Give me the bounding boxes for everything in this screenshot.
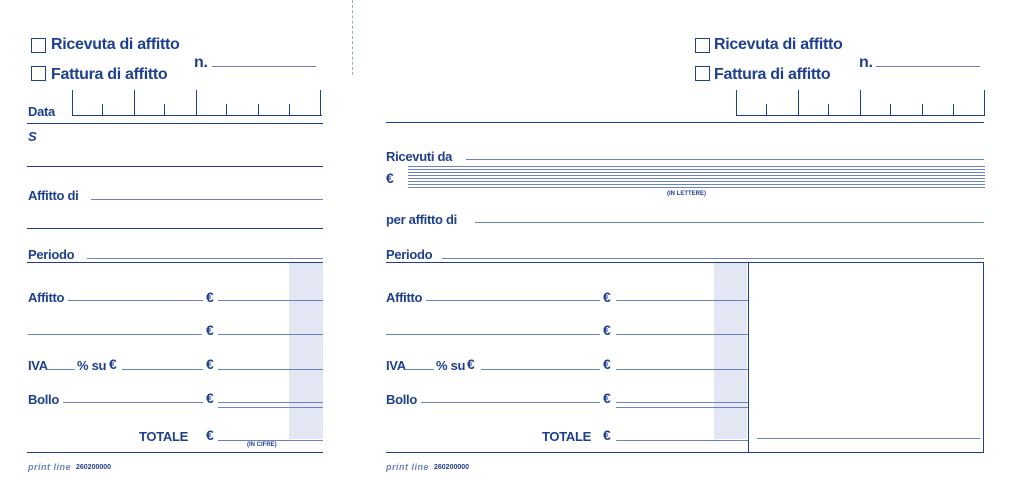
iva-percent-field[interactable] [406, 369, 434, 370]
bottom-divider [386, 452, 984, 453]
checkbox-ricevuta[interactable] [31, 38, 46, 53]
totale-field[interactable] [616, 440, 748, 441]
euro-sign: € [386, 170, 394, 186]
date-tick [289, 104, 290, 116]
row-divider [386, 122, 984, 123]
label-per-affitto-di: per affitto di [386, 212, 457, 227]
label-iva: IVA [386, 358, 406, 373]
bollo-desc-field[interactable] [63, 402, 203, 403]
label-in-lettere: (IN LETTERE) [667, 191, 706, 197]
checkbox-fattura[interactable] [695, 66, 710, 81]
label-periodo: Periodo [386, 247, 433, 262]
extra-amount-field[interactable] [218, 334, 323, 335]
date-tick [134, 90, 135, 116]
row-divider [27, 123, 323, 124]
periodo-field[interactable] [87, 258, 323, 259]
label-affitto-di: Affitto di [28, 188, 79, 203]
date-tick [196, 90, 197, 116]
label-fattura: Fattura di affitto [51, 66, 168, 83]
label-ricevuti-da: Ricevuti da [386, 149, 453, 164]
date-tick [890, 104, 891, 116]
checkbox-fattura[interactable] [31, 66, 46, 81]
label-numero: n. [194, 54, 208, 71]
numero-field[interactable] [876, 66, 980, 67]
extra-desc-field[interactable] [28, 334, 202, 335]
label-percent-su: % su [436, 358, 466, 373]
numero-field[interactable] [212, 66, 316, 67]
label-totale: TOTALE [542, 429, 591, 444]
euro-sign: € [603, 289, 611, 305]
label-percent-su: % su [77, 358, 107, 373]
amount-shade-column [289, 263, 323, 439]
per-affitto-di-field[interactable] [475, 222, 984, 223]
iva-percent-field[interactable] [48, 369, 75, 370]
affitto-amount-field[interactable] [218, 300, 323, 301]
affitto-desc-field[interactable] [68, 300, 203, 301]
affitto-desc-field[interactable] [426, 300, 600, 301]
bollo-amount-field-2 [218, 407, 323, 408]
row-divider [27, 262, 323, 263]
euro-sign: € [206, 289, 214, 305]
date-tick [226, 104, 227, 116]
checkbox-ricevuta[interactable] [695, 38, 710, 53]
periodo-field[interactable] [442, 258, 984, 259]
euro-sign: € [467, 356, 475, 372]
s-field[interactable] [27, 166, 323, 167]
date-tick [72, 90, 73, 116]
euro-sign: € [109, 356, 117, 372]
label-iva: IVA [28, 358, 48, 373]
row-divider [27, 228, 323, 229]
label-ricevuta: Ricevuta di affitto [714, 36, 843, 53]
amount-in-letters-field[interactable] [408, 166, 985, 188]
date-tick [258, 104, 259, 116]
bollo-desc-field[interactable] [421, 402, 600, 403]
date-tick [860, 90, 861, 116]
amount-shade-column [714, 263, 747, 439]
euro-sign: € [206, 390, 214, 406]
product-code: 260200000 [76, 464, 112, 471]
date-tick [984, 90, 985, 116]
product-code: 260200000 [434, 464, 470, 471]
label-numero: n. [859, 54, 873, 71]
iva-amount-field[interactable] [218, 369, 323, 370]
bollo-amount-field[interactable] [616, 402, 748, 403]
date-tick [102, 104, 103, 116]
iva-base-field[interactable] [481, 369, 600, 370]
totale-field[interactable] [218, 440, 323, 441]
signature-field[interactable] [757, 438, 980, 439]
bollo-amount-field-2 [616, 407, 748, 408]
date-tick [320, 90, 321, 116]
brand-logo: print line [386, 462, 429, 472]
affitto-amount-field[interactable] [616, 300, 748, 301]
date-tick [736, 90, 737, 116]
label-s: S [28, 129, 37, 144]
date-tick [798, 90, 799, 116]
iva-base-field[interactable] [122, 369, 203, 370]
label-totale: TOTALE [139, 429, 188, 444]
ricevuti-da-field[interactable] [466, 159, 984, 160]
iva-amount-field[interactable] [616, 369, 748, 370]
label-bollo: Bollo [28, 392, 59, 407]
brand-logo: print line [28, 462, 71, 472]
bottom-divider [27, 452, 323, 453]
label-ricevuta: Ricevuta di affitto [51, 36, 180, 53]
label-bollo: Bollo [386, 392, 417, 407]
affitto-di-field[interactable] [91, 199, 323, 200]
perforation-line [352, 0, 353, 75]
date-tick [922, 104, 923, 116]
label-data: Data [28, 104, 55, 119]
date-tick [766, 104, 767, 116]
euro-sign: € [206, 427, 214, 443]
date-tick [953, 104, 954, 116]
euro-sign: € [603, 322, 611, 338]
euro-sign: € [603, 390, 611, 406]
label-affitto: Affitto [28, 290, 65, 305]
label-in-cifre: (IN CIFRE) [247, 442, 277, 448]
bollo-amount-field[interactable] [218, 402, 323, 403]
stamp-box [748, 262, 984, 452]
label-periodo: Periodo [28, 247, 75, 262]
euro-sign: € [206, 356, 214, 372]
label-affitto: Affitto [386, 290, 423, 305]
date-tick [828, 104, 829, 116]
date-field[interactable] [72, 115, 322, 116]
label-fattura: Fattura di affitto [714, 66, 831, 83]
extra-amount-field[interactable] [616, 334, 748, 335]
euro-sign: € [206, 322, 214, 338]
euro-sign: € [603, 356, 611, 372]
euro-sign: € [603, 427, 611, 443]
date-tick [164, 104, 165, 116]
extra-desc-field[interactable] [386, 334, 600, 335]
